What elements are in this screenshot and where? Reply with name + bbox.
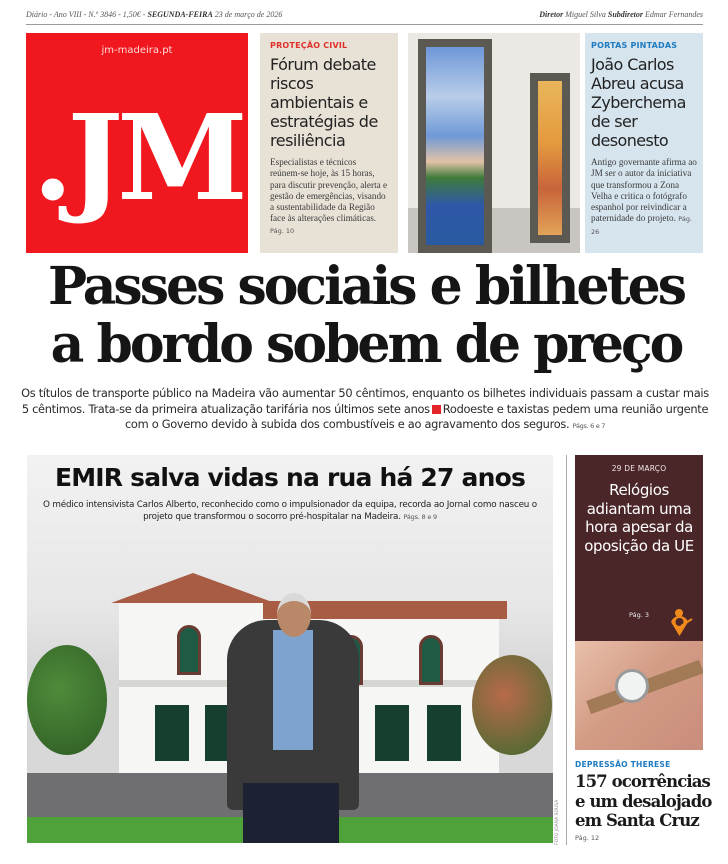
photo-credit: FOTO JOANA SOUSA xyxy=(555,799,560,845)
man-head xyxy=(277,593,311,637)
editorial-staff xyxy=(539,10,703,19)
emir-photo-story[interactable] xyxy=(27,455,553,843)
photo-story-headline[interactable]: EMIR salva vidas na rua há 27 anos xyxy=(54,463,526,492)
sidebar-clock-change[interactable] xyxy=(575,455,703,750)
standfirst-part-2: Rodoeste e taxistas pedem uma reunião urgente com o Governo devido à subida dos combustíveis e ao agravamento dos seguros. xyxy=(124,401,709,431)
issue-line: Diário - Ano VIII - N.º 3846 - 1,50€ - xyxy=(26,10,146,19)
column-divider xyxy=(566,455,567,845)
logo-mark: .JM xyxy=(32,88,242,227)
lead-headline[interactable]: Passes sociais e bilhetes a bordo sobem de preço xyxy=(48,256,684,375)
tree-right xyxy=(472,655,552,755)
page-ref: Págs. 8 e 9 xyxy=(403,513,437,521)
photo-story-subhead xyxy=(37,499,543,523)
issue-info xyxy=(26,10,282,19)
door-shutter xyxy=(375,705,409,761)
clock-location-badge-icon xyxy=(667,608,693,638)
jm-logo[interactable] xyxy=(26,33,248,253)
roof-left xyxy=(111,573,275,603)
director-name: Miguel Silva xyxy=(565,10,606,19)
masthead-bar xyxy=(26,10,703,24)
page-ref: Pág. 12 xyxy=(575,833,600,842)
teaser-lead-text: Antigo governante afirma ao JM ser o autor da iniciativa que transformou a Zona Velha e critica o fotógrafo espanhol por reivindicar a paternidade do projeto. xyxy=(591,157,697,224)
painted-door-sky xyxy=(418,39,492,253)
standfirst-part-1: Os títulos de transporte público na Madeira vão aumentar 50 cêntimos, enquanto os bilhetes individuais passam a custar mais 5 cêntimos. Trata-se da primeira atualização tarifária nos últimos sete anos xyxy=(21,386,709,416)
page-ref: Págs. 6 e 7 xyxy=(572,422,606,430)
teaser-title[interactable]: João Carlos Abreu acusa Zyberchema de ser desonesto xyxy=(591,55,686,150)
subdirector-name: Edmar Fernandes xyxy=(645,10,703,19)
teaser-lead xyxy=(591,157,697,238)
logo-url[interactable]: jm-madeira.pt xyxy=(101,45,173,56)
brief-depressao-therese[interactable] xyxy=(575,760,715,842)
door-shutter xyxy=(427,705,461,761)
brief-kicker: DEPRESSÃO THERESE xyxy=(575,760,671,769)
tree-left xyxy=(27,645,107,755)
page-ref: Pág. 26 xyxy=(591,215,693,236)
brief-title[interactable]: 157 ocorrências e um desalojado em Santa Cruz xyxy=(575,772,712,830)
subhead-text: O médico intensivista Carlos Alberto, reconhecido como o impulsionador da equipa, recorda ao Jornal como nasceu o projeto que transformou o socorro pré-hospitalar na Madeira. xyxy=(43,500,537,522)
sidebar-date: 29 DE MARÇO xyxy=(611,464,667,473)
teaser-lead xyxy=(270,157,388,237)
teaser-kicker: PROTEÇÃO CIVIL xyxy=(270,41,348,50)
watch-face xyxy=(615,669,649,703)
door-shutter xyxy=(155,705,189,761)
weekday: SEGUNDA-FEIRA xyxy=(147,10,213,19)
subdirector-label: Subdiretor xyxy=(607,10,643,19)
teaser-title[interactable]: Fórum debate riscos ambientais e estratégias de resiliência xyxy=(270,55,378,150)
page-ref: Pág. 3 xyxy=(628,611,649,619)
man-legs xyxy=(243,783,339,843)
painted-doors-photo xyxy=(408,33,580,253)
teaser-protecao-civil[interactable] xyxy=(260,33,398,253)
teaser-portas-pintadas[interactable] xyxy=(585,33,703,253)
window xyxy=(419,635,443,685)
man-shirt xyxy=(273,630,313,750)
page-ref: Pág. 10 xyxy=(270,226,295,235)
director-label: Diretor xyxy=(539,10,564,19)
window xyxy=(177,625,201,675)
sidebar-title[interactable]: Relógios adiantam uma hora apesar da oposição da UE xyxy=(584,481,694,555)
teaser-lead-text: Especialistas e técnicos reúnem-se hoje, às 15 horas, para discutir prevenção, alerta e gestão de emergências, visando a sustentabilidade da Região face às alterações climáticas. xyxy=(270,157,388,224)
masthead-divider xyxy=(26,24,703,25)
issue-date: 23 de março de 2026 xyxy=(214,10,283,19)
painted-door-figure xyxy=(530,73,570,243)
lead-standfirst xyxy=(20,386,710,435)
teaser-kicker: PORTAS PINTADAS xyxy=(591,41,678,50)
red-square-separator-icon xyxy=(432,405,441,414)
